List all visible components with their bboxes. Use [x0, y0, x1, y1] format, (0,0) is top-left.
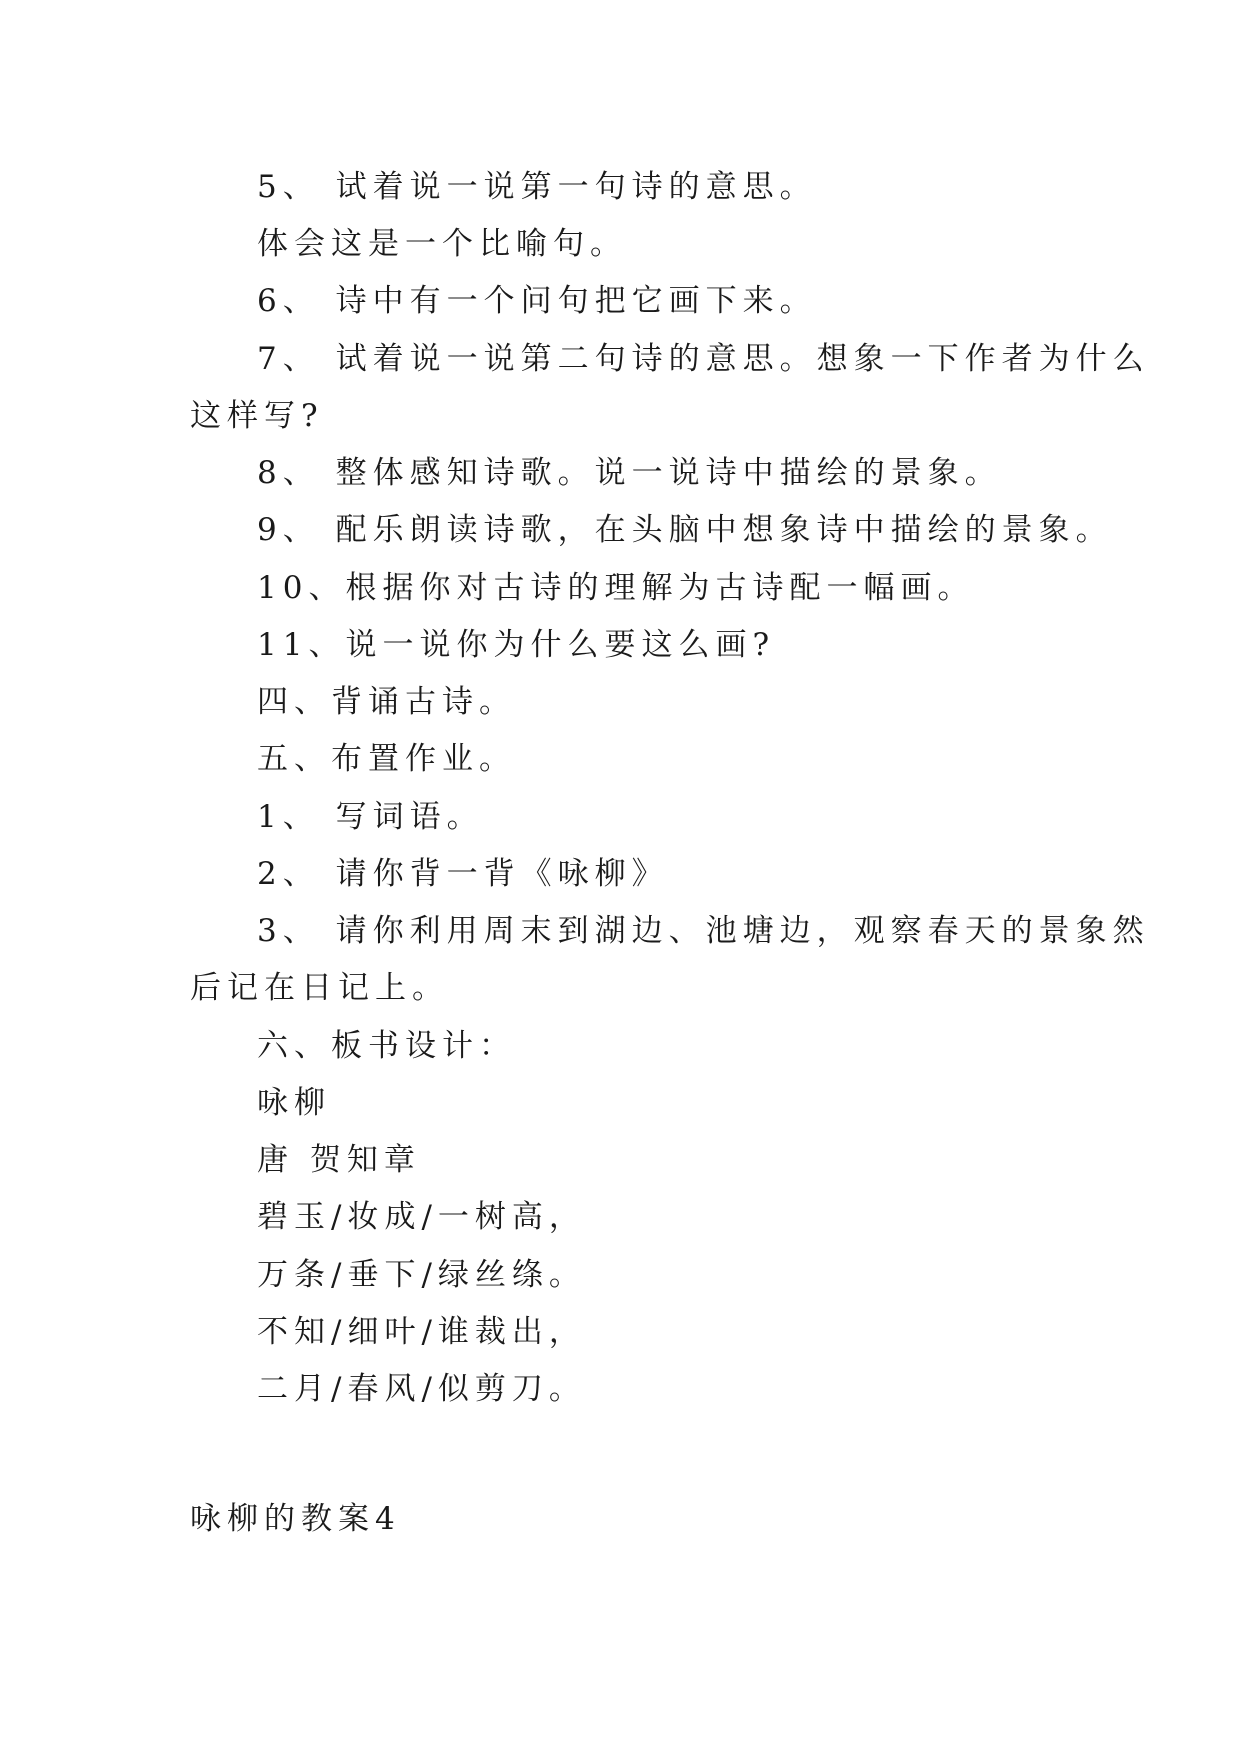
paragraph-step-6: 6、 诗中有一个问句把它画下来。	[257, 283, 817, 319]
paragraph-metaphor: 体会这是一个比喻句。	[257, 226, 627, 262]
poem-line-2: 万条/垂下/绿丝绦。	[257, 1257, 586, 1293]
section-heading-homework: 五、布置作业。	[257, 741, 516, 777]
section-heading-board-design: 六、板书设计：	[257, 1028, 516, 1064]
next-section-title: 咏柳的教案4	[190, 1501, 401, 1537]
poem-title: 咏柳	[257, 1085, 331, 1121]
poem-line-4: 二月/春风/似剪刀。	[257, 1371, 586, 1407]
paragraph-step-11: 11、说一说你为什么要这么画?	[257, 627, 776, 663]
paragraph-step-10: 10、根据你对古诗的理解为古诗配一幅画。	[257, 570, 975, 606]
paragraph-step-8: 8、 整体感知诗歌。说一说诗中描绘的景象。	[257, 455, 1002, 491]
poem-author: 唐 贺知章	[257, 1142, 421, 1178]
poem-line-3: 不知/细叶/谁裁出，	[257, 1314, 586, 1350]
poem-line-1: 碧玉/妆成/一树高，	[257, 1199, 586, 1235]
paragraph-step-5: 5、 试着说一说第一句诗的意思。	[257, 169, 817, 205]
homework-item-2: 2、 请你背一背《咏柳》	[257, 856, 669, 892]
homework-item-3: 3、 请你利用周末到湖边、池塘边，观察春天的景象然	[257, 913, 1150, 949]
paragraph-step-7: 7、 试着说一说第二句诗的意思。想象一下作者为什么	[257, 341, 1150, 377]
paragraph-step-7-continued: 这样写?	[190, 398, 324, 434]
homework-item-3-continued: 后记在日记上。	[190, 970, 449, 1006]
paragraph-step-9: 9、 配乐朗读诗歌，在头脑中想象诗中描绘的景象。	[257, 512, 1113, 548]
section-heading-recite: 四、背诵古诗。	[257, 684, 516, 720]
homework-item-1: 1、 写词语。	[257, 799, 484, 835]
